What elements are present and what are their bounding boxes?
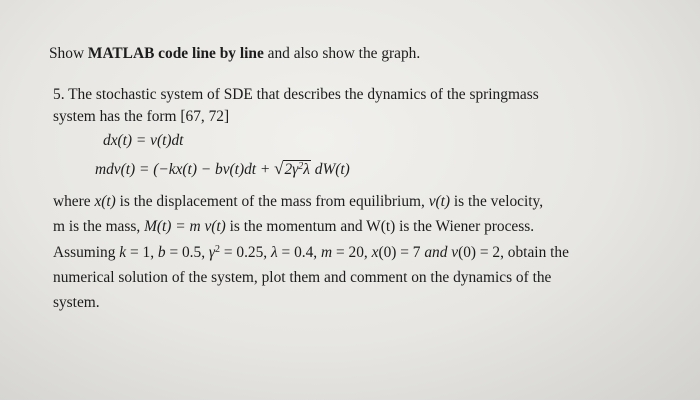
assume-gamma: γ: [208, 244, 215, 261]
assume-text: Assuming: [53, 244, 120, 261]
equation-2-left: mdv(t) = (−kx(t) − bv(t)dt +: [95, 161, 275, 178]
radicand-part-a: 2γ: [284, 161, 299, 178]
sqrt-radicand: [283, 160, 310, 178]
problem-intro-line-2: [53, 107, 229, 127]
assume-gamma-exp: 2: [215, 244, 220, 255]
instruction-bold-text: MATLAB code line by line: [87, 45, 264, 62]
equation-1: [103, 131, 183, 151]
def1-text-c: is the displacement of the mass from equilibrium,: [115, 193, 429, 210]
def2-momentum: M(t) = m v(t): [144, 218, 226, 235]
def1-text-e: is the velocity,: [450, 193, 544, 210]
assume-k: k: [119, 244, 127, 261]
problem-intro-text-2: system has the form [67, 72]: [53, 108, 230, 125]
instruction-text: Show: [49, 45, 88, 62]
assume-b-val: = 0.5,: [165, 244, 209, 261]
equation-2: [95, 159, 350, 180]
task-line-1: [53, 268, 551, 288]
def1-var-x: x(t): [94, 193, 116, 210]
radicand-exponent: 2: [298, 161, 304, 172]
assume-v0-val: (0) = 2, obtain the: [458, 244, 569, 261]
def1-text-a: where: [53, 193, 95, 210]
equation-2-right: dW(t): [310, 161, 350, 178]
assume-and-v: and v: [424, 244, 459, 261]
task-line-2: [53, 293, 100, 313]
square-root: [274, 159, 311, 180]
task-text-1: numerical solution of the system, plot them and comment on the dynamics of the: [53, 269, 552, 286]
assume-m-val: = 20,: [332, 244, 372, 261]
assume-b: b: [157, 244, 166, 261]
problem-intro-line-1: [53, 85, 539, 105]
problem-intro-text-1: The stochastic system of SDE that describes the dynamics of the springmass: [68, 86, 539, 103]
assume-lambda: λ: [271, 244, 278, 261]
instruction-line: [49, 44, 420, 64]
assume-lambda-val: = 0.4,: [277, 244, 321, 261]
def1-var-v: v(t): [428, 193, 451, 210]
definition-line-2: [53, 217, 534, 237]
assume-x0-val: (0) = 7: [378, 244, 425, 261]
assume-m: m: [321, 244, 333, 261]
def2-text-c: is the momentum and W(t) is the Wiener process.: [225, 218, 535, 235]
sqrt-icon: √: [274, 159, 284, 178]
problem-number: 5.: [53, 86, 65, 103]
definition-line-1: [53, 192, 543, 212]
radicand-part-b: λ: [303, 161, 310, 178]
assumption-line: [53, 243, 569, 263]
instruction-text-end: and also show the graph.: [263, 45, 421, 62]
equation-1-text: dx(t) = v(t)dt: [103, 132, 184, 149]
task-text-2: system.: [53, 294, 100, 311]
assume-gamma-val: = 0.25,: [220, 244, 272, 261]
assume-x0: x: [371, 244, 379, 261]
def2-text-a: m is the mass,: [53, 218, 145, 235]
assume-k-val: = 1,: [126, 244, 158, 261]
